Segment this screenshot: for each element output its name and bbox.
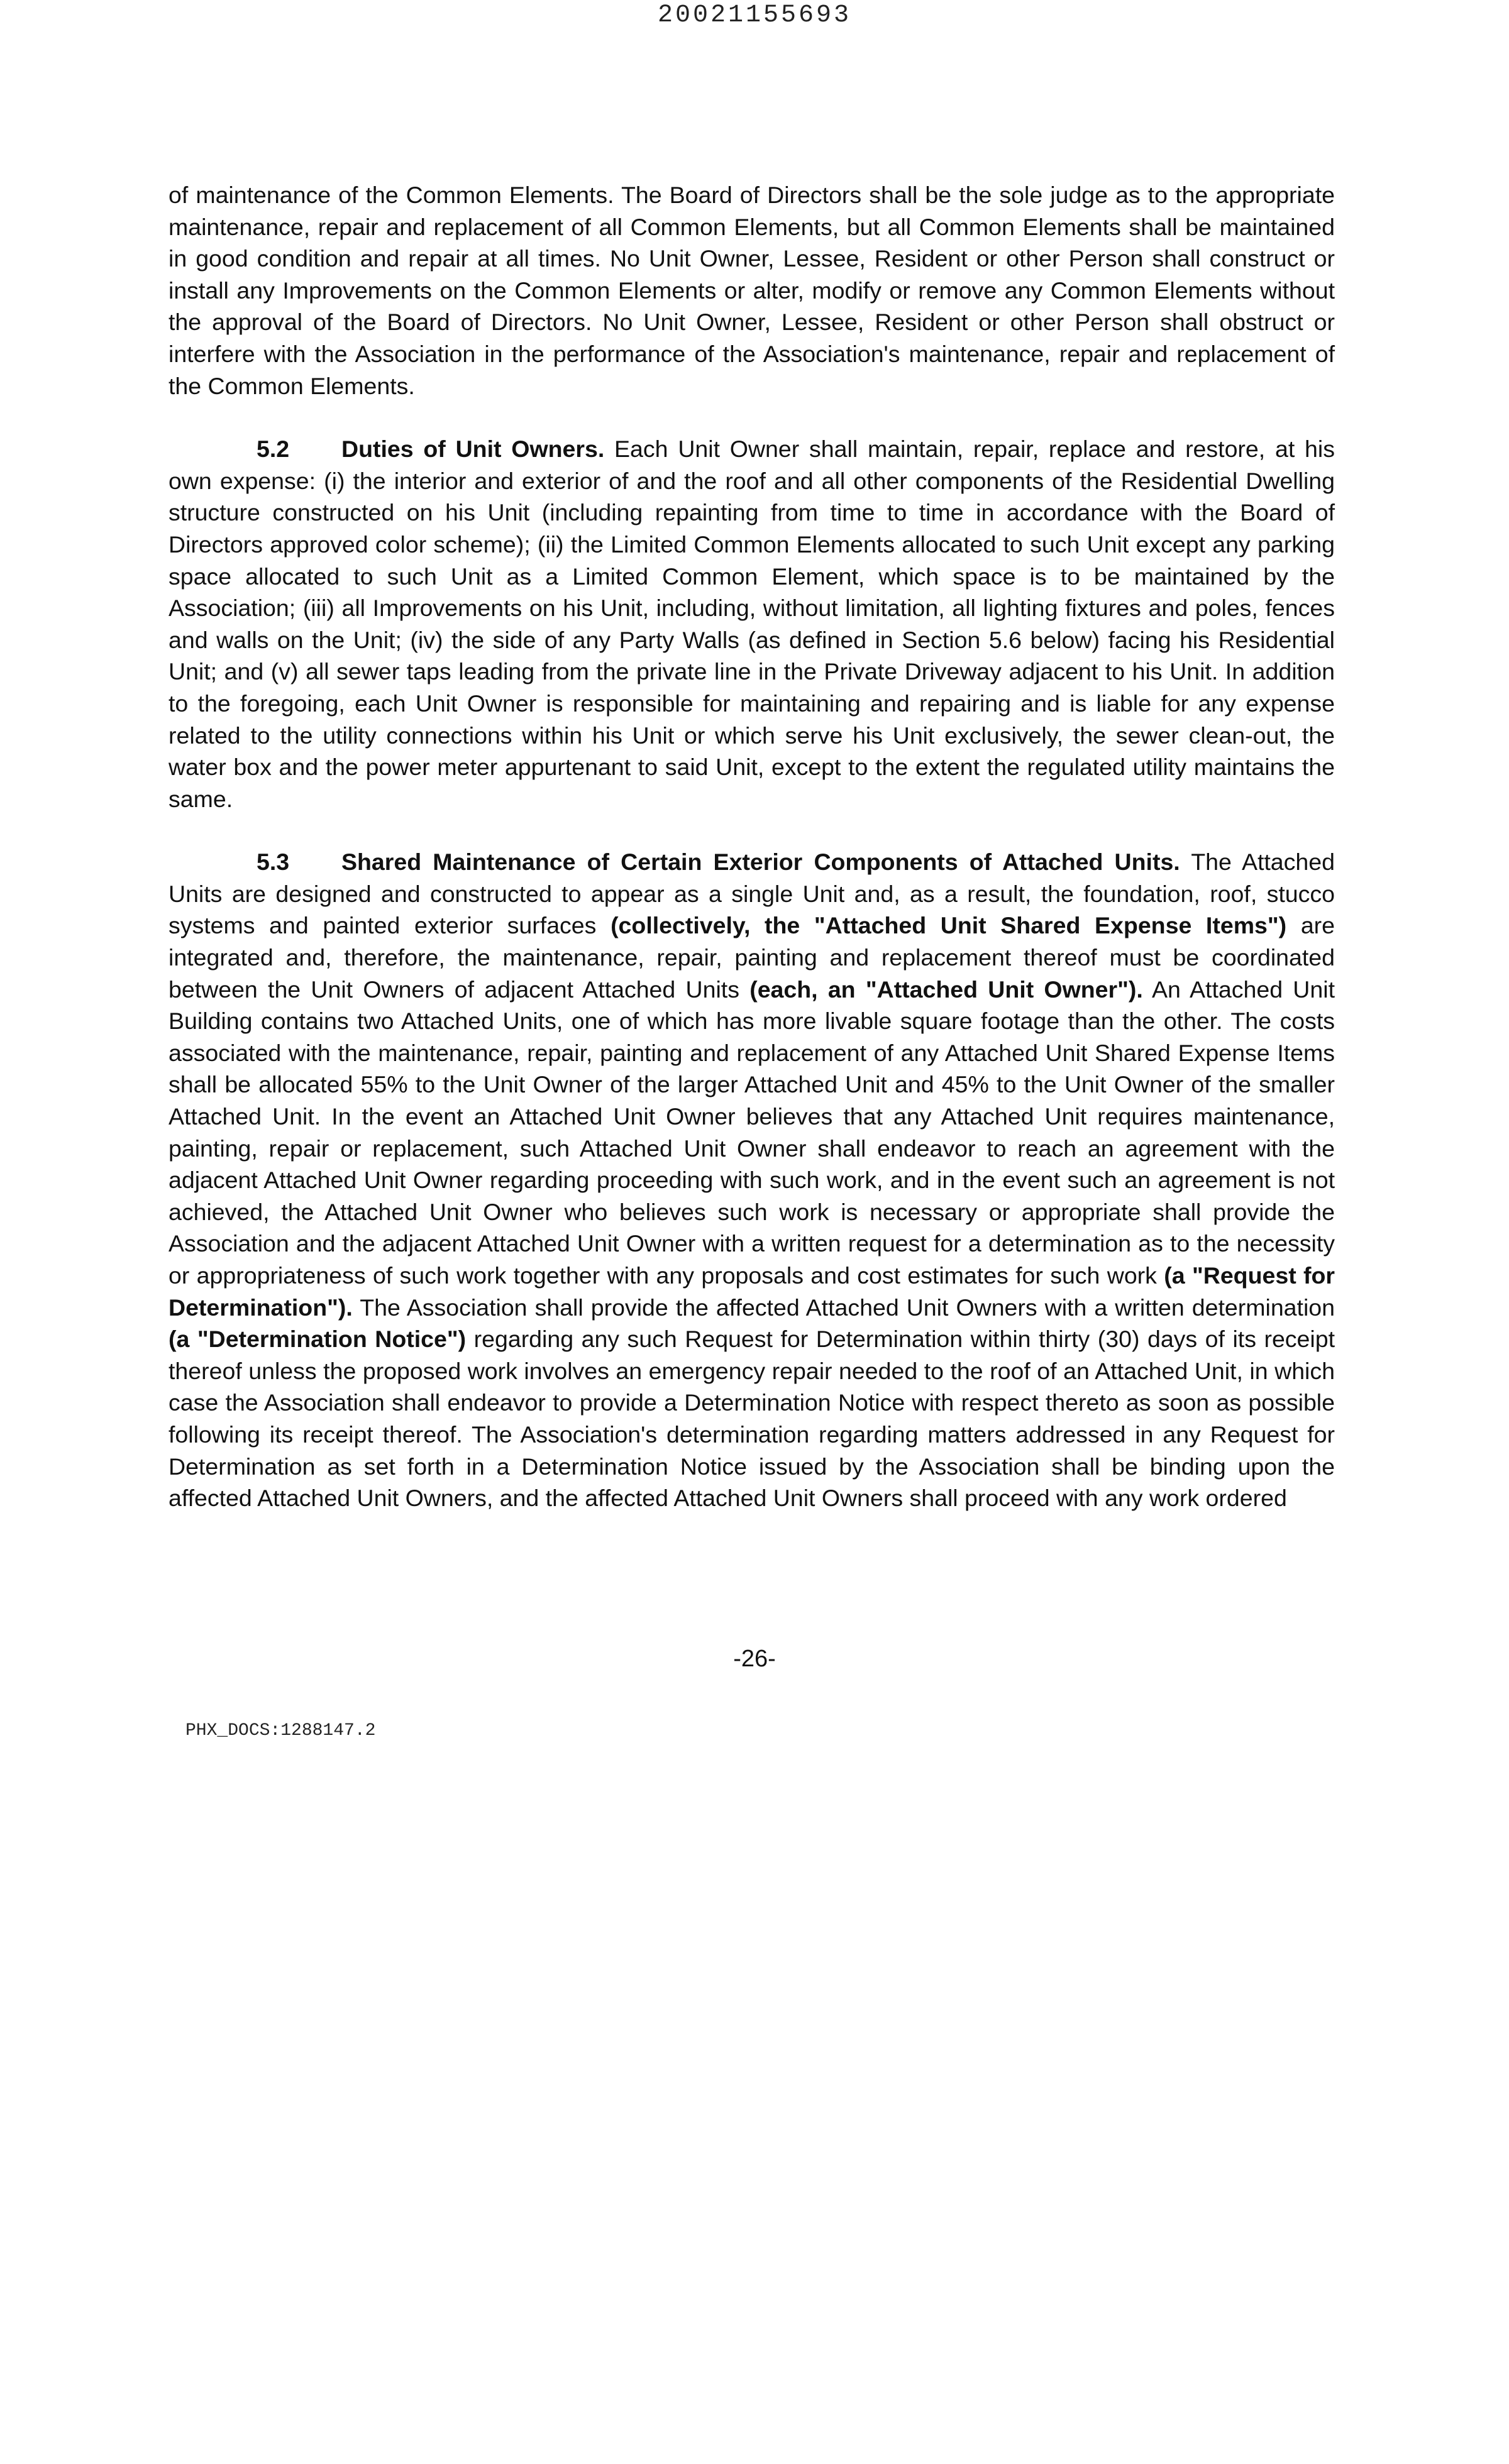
section-5-3-paragraph <box>169 846 1335 1514</box>
page-number: -26- <box>733 1646 776 1672</box>
section-5-3-text-3: An Attached Unit Building contains two Attached Units, one of which has more livable square footage than the other. The costs associated with the maintenance, repair, painting and replacement of any Attached Unit Shared Expense Items shall be allocated 55% to the Unit Owner of the larger Attached Unit and 45% to the Unit Owner of the smaller Attached Unit. In the event an Attached Unit Owner believes that any Attached Unit requires maintenance, painting, repair or replacement, such Attached Unit Owner shall endeavor to reach an agreement with the adjacent Attached Unit Owner regarding proceeding with such work, and in the event such an agreement is not achieved, the Attached Unit Owner who believes such work is necessary or appropriate shall provide the Association and the adjacent Attached Unit Owner with a written request for a determination as to the necessity or appropriateness of such work together with any proposals and cost estimates for such work <box>169 976 1335 1289</box>
section-5-3-text-2: are integrated and, therefore, the maintenance, repair, painting and replacement thereof must be coordinated between the Unit Owners of adjacent Attached Units <box>169 912 1335 1003</box>
section-5-3-text-5: regarding any such Request for Determination within thirty (30) days of its receipt thereof unless the proposed work involves an emergency repair needed to the roof of an Attached Unit, in which case the Association shall endeavor to provide a Determination Notice with respect thereto as soon as possible following its receipt thereof. The Association's determination regarding matters addressed in any Request for Determination as set forth in a Determination Notice issued by the Association shall be binding upon the affected Attached Unit Owners, and the affected Attached Unit Owners shall proceed with any work ordered <box>169 1326 1335 1512</box>
intro-paragraph: of maintenance of the Common Elements. The Board of Directors shall be the sole judge as to the appropriate maintenance, repair and replacement of all Common Elements, but all Common Elements shall be maintained in good condition and repair at all times. No Unit Owner, Lessee, Resident or other Person shall construct or install any Improvements on the Common Elements or alter, modify or remove any Common Elements without the approval of the Board of Directors. No Unit Owner, Lessee, Resident or other Person shall obstruct or interfere with the Association in the performance of the Association's maintenance, repair and replacement of the Common Elements. <box>169 182 1335 399</box>
section-5-3-number: 5.3 <box>257 849 290 876</box>
section-5-3-defined-term-attached-unit-owner: (each, an "Attached Unit Owner"). <box>749 976 1143 1003</box>
document-reference: PHX_DOCS:1288147.2 <box>185 1721 376 1741</box>
document-number: 20021155693 <box>657 1 852 30</box>
section-5-3-defined-term-request-for-determination: (a "Request for Determination"). <box>169 1262 1335 1321</box>
section-5-3-defined-term-determination-notice: (a "Determination Notice") <box>169 1326 467 1353</box>
section-5-3-title: Shared Maintenance of Certain Exterior Components of Attached Units. <box>341 849 1180 876</box>
section-5-3-text-1: The Attached Units are designed and constructed to appear as a single Unit and, as a result, the foundation, roof, stucco systems and painted exterior surfaces <box>169 849 1335 939</box>
section-5-3-text-4: The Association shall provide the affected Attached Unit Owners with a written determination <box>360 1294 1335 1321</box>
section-5-3-defined-term-shared-expense-items: (collectively, the "Attached Unit Shared Expense Items") <box>611 912 1287 939</box>
page-body <box>169 179 1335 1514</box>
section-5-2-body: Each Unit Owner shall maintain, repair, replace and restore, at his own expense: (i) the interior and exterior of and the roof and all other components of the Residential Dwelling structure constructed on his Unit (including repainting from time to time in accordance with the Board of Directors approved color scheme); (ii) the Limited Common Elements allocated to such Unit except any parking space allocated to such Unit as a Limited Common Element, which space is to be maintained by the Association; (iii) all Improvements on his Unit, including, without limitation, all lighting fixtures and poles, fences and walls on the Unit; (iv) the side of any Party Walls (as defined in Section 5.6 below) facing his Residential Unit; and (v) all sewer taps leading from the private line in the Private Driveway adjacent to his Unit. In addition to the foregoing, each Unit Owner is responsible for maintaining and repairing and is liable for any expense related to the utility connections within his Unit or which serve his Unit exclusively, the sewer clean-out, the water box and the power meter appurtenant to said Unit, except to the extent the regulated utility maintains the same. <box>169 436 1335 812</box>
section-5-2-number: 5.2 <box>257 436 290 463</box>
section-5-2-title: Duties of Unit Owners. <box>341 436 605 463</box>
section-5-2-paragraph <box>169 433 1335 815</box>
